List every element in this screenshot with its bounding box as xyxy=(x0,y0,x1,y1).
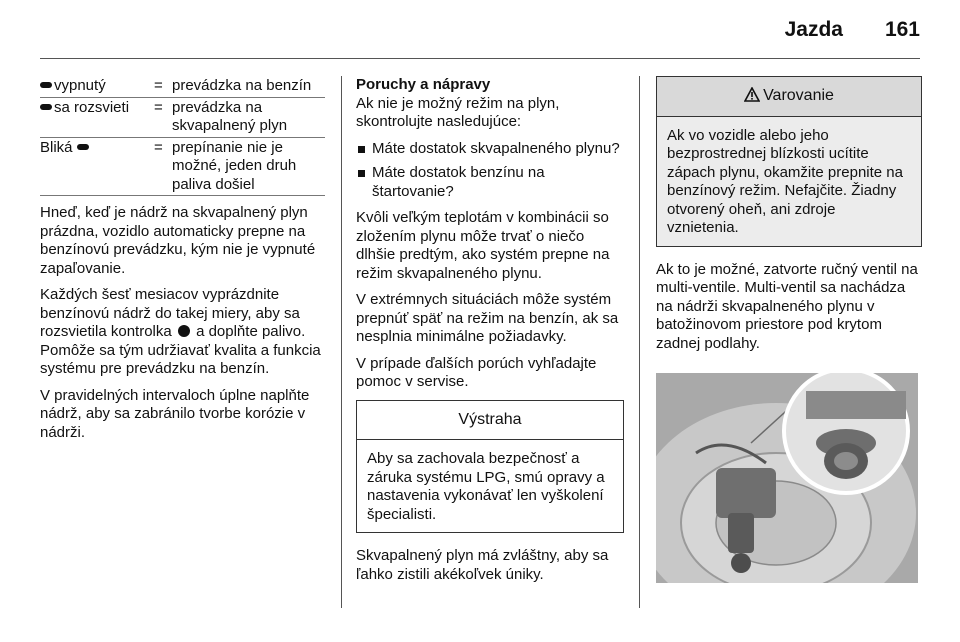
paragraph: Každých šesť mesiacov vyprázdnite benzínovú nádrž do takej miery, aby sa rozsvietila kontrolka a doplňte palivo. Pomôže sa tým udržiavať kvalita a funkcia systému pre prevádzku na benzín. xyxy=(40,286,321,377)
legend-key: vypnutý xyxy=(54,77,106,94)
column-middle xyxy=(356,76,624,592)
header-rule xyxy=(40,58,920,59)
warning-triangle-icon xyxy=(744,87,760,102)
legend-equals: = xyxy=(154,98,163,116)
bullet-icon xyxy=(358,170,365,177)
column-divider-1 xyxy=(341,76,342,608)
notice-box xyxy=(356,400,624,534)
fuel-warning-icon xyxy=(178,325,190,337)
legend-row-flashing xyxy=(40,137,325,196)
legend-equals: = xyxy=(154,77,163,94)
indicator-legend-table xyxy=(40,76,325,196)
notice-title: Výstraha xyxy=(357,401,623,441)
column-right xyxy=(656,76,922,589)
column-left xyxy=(40,76,325,450)
legend-equals: = xyxy=(154,138,163,156)
paragraph: V pravidelných intervaloch úplne naplňte nádrž, aby sa zabránilo tvorbe korózie v nádrži. xyxy=(40,386,310,441)
page-header xyxy=(0,0,960,60)
paragraph: Hneď, keď je nádrž na skvapalnený plyn prázdna, vozidlo automaticky prepne na benzínovú prevádzku, kým nie je vypnuté zapaľovanie. xyxy=(40,204,316,277)
legend-key: sa rozsvieti xyxy=(54,98,130,116)
pill-icon xyxy=(40,104,52,110)
page-number: 161 xyxy=(884,18,920,41)
multi-valve-illustration xyxy=(656,373,918,583)
legend-row-on xyxy=(40,97,325,137)
list-item: Máte dostatok benzínu na štartovanie? xyxy=(356,164,624,201)
checklist xyxy=(356,140,624,202)
paragraph: Ak to je možné, zatvorte ručný ventil na multi-ventile. Multi-ventil sa nachádza na nádrži skvapalneného plynu v batožinovom priestore pod krytom zadnej podlahy. xyxy=(656,260,918,352)
warning-header xyxy=(657,77,921,117)
legend-value: prevádzka na skvapalnený plyn xyxy=(172,98,288,134)
list-item: Máte dostatok skvapalneného plynu? xyxy=(356,140,624,159)
legend-value: prevádzka na benzín xyxy=(172,77,312,94)
warning-box xyxy=(656,76,922,247)
paragraph: Skvapalnený plyn má zvláštny, aby sa ľahko zistili akékoľvek úniky. xyxy=(356,547,609,583)
legend-key: Bliká xyxy=(40,138,73,156)
paragraph: V extrémnych situáciách môže systém prepnúť späť na režim na benzín, ak sa nesplnia minimálne požiadavky. xyxy=(356,291,619,345)
bullet-icon xyxy=(358,146,365,153)
paragraph: Ak nie je možný režim na plyn, skontrolujte nasledujúce: xyxy=(356,94,560,130)
warning-title: Varovanie xyxy=(763,87,834,104)
notice-body: Aby sa zachovala bezpečnosť a záruka systému LPG, smú opravy a nastavenia vykonávať len vyškolení špecialisti. xyxy=(367,450,605,523)
paragraph: V prípade ďalších porúch vyhľadajte pomoc v servise. xyxy=(356,354,597,390)
legend-value: prepínanie nie je možné, jeden druh paliva došiel xyxy=(172,138,297,193)
pill-icon xyxy=(40,82,52,88)
paragraph: Kvôli veľkým teplotám v kombinácii so zložením plynu môže trvať o niečo dlhšie predtým, ako systém prepne na režim skvapalneného plynu. xyxy=(356,209,610,282)
page-title: Jazda xyxy=(784,18,843,41)
legend-row-off xyxy=(40,76,325,97)
column-divider-2 xyxy=(639,76,640,608)
warning-body: Ak vo vozidle alebo jeho bezprostrednej blízkosti ucítite zápach plynu, okamžite prepnite na benzínový režim. Nefajčite. Žiadny otvorený oheň, ani zdroje vznietenia. xyxy=(657,117,921,246)
pill-icon xyxy=(77,144,89,150)
section-heading: Poruchy a nápravy xyxy=(356,76,491,93)
